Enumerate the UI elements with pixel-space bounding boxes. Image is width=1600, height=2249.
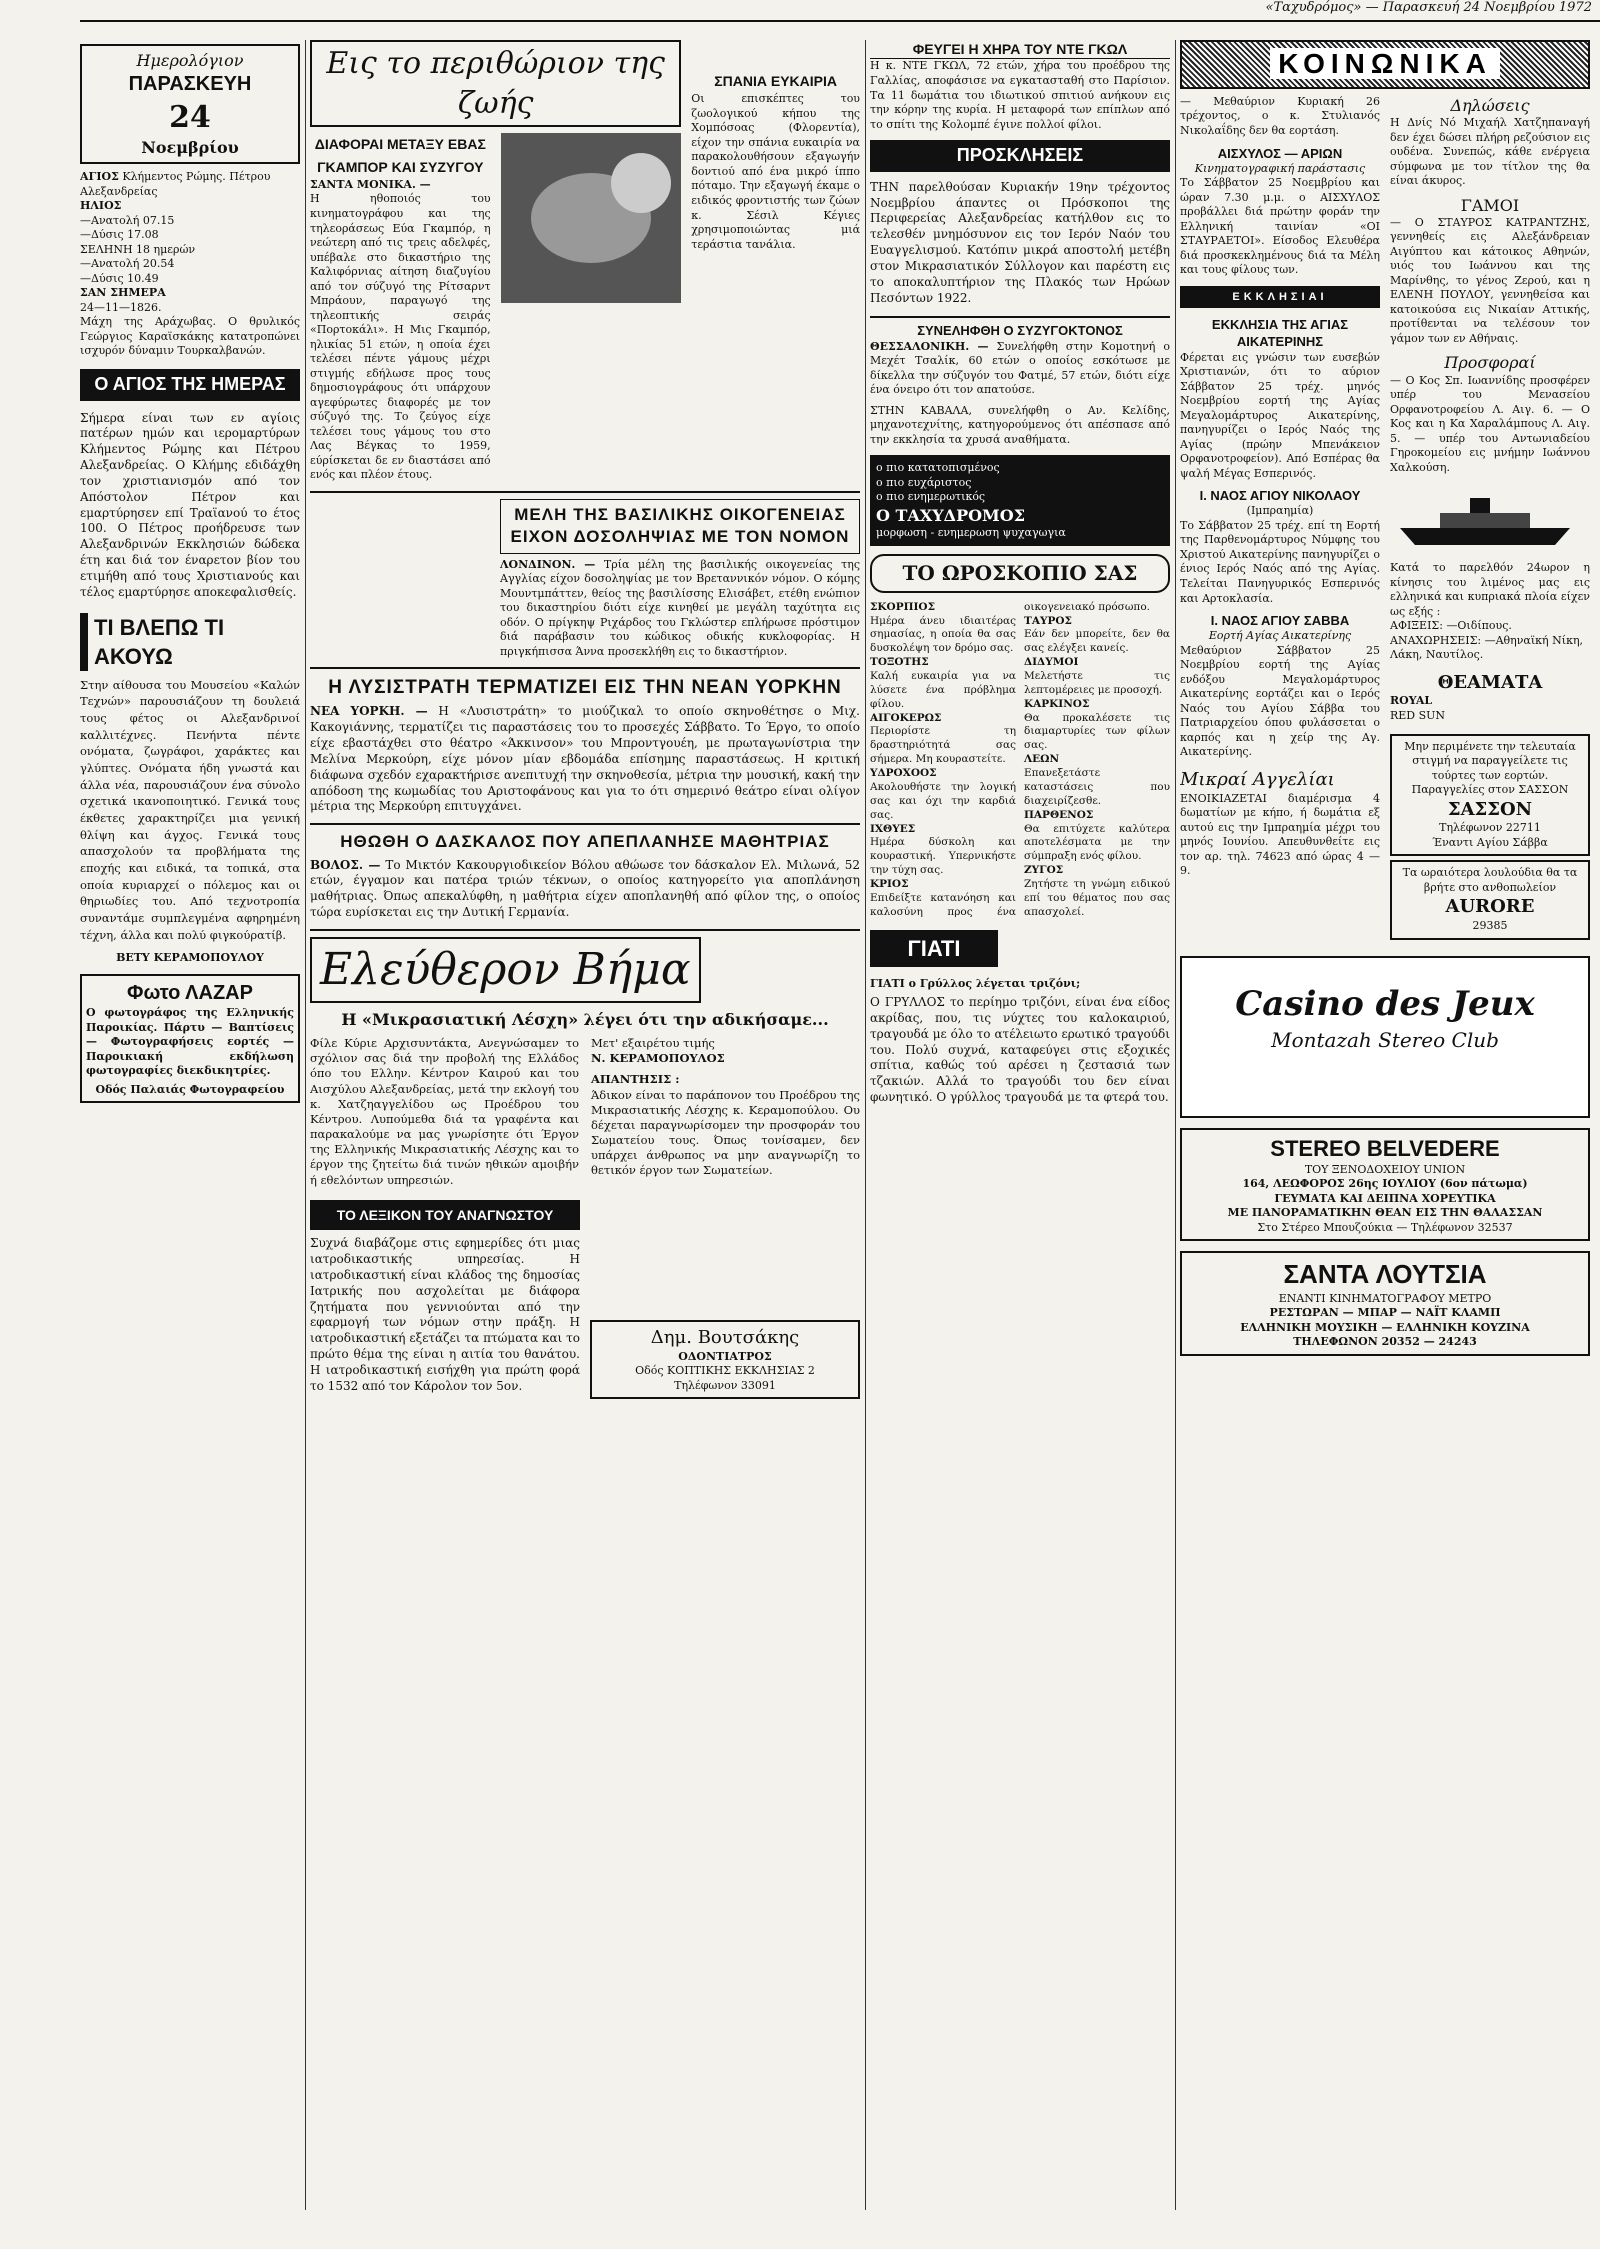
horo-item: ΛΕΩΝ Επανεξετάστε καταστάσεις που διαχειρίζεσθε.: [1024, 753, 1170, 807]
red-sun: RED SUN: [1390, 708, 1446, 722]
photo-hippo: [501, 133, 682, 303]
santa-l1: ΕΝΑΝΤΙ ΚΙΝΗΜΑΤΟΓΡΑΦΟΥ ΜΕΤΡΟ: [1278, 1291, 1492, 1305]
calendar-day: 24: [169, 99, 211, 135]
degaulle-text: Η κ. ΝΤΕ ΓΚΩΛ, 72 ετών, χήρα του προέδρου της Γαλλίας, αποφάσισε να εγκατασταθή στο Παρίσιον. Τα 11 δωμάτια του ιδιωτικού σπιτιού ανήκουν εις την κόρην της κυρία. Η μεταφορά των επίπλων από το σπίτι της Κολομπέ έγινε πολλοί φίλοι.: [870, 59, 1170, 131]
story2-dateline: ΛΟΝΔΙΝΟΝ. —: [500, 557, 596, 571]
royal: ROYAL: [1390, 694, 1433, 708]
dentist-phone: Τηλέφωνον 33091: [674, 1378, 776, 1392]
horoscope-list: [870, 601, 1170, 920]
moonset: —Δύσις 10.49: [80, 271, 159, 285]
calendar-title: Ημερολόγιον: [136, 51, 244, 70]
column-social: [1180, 40, 1590, 2200]
stereo-title: STEREO BELVEDERE: [1270, 1135, 1500, 1161]
calendar-details: [80, 170, 300, 359]
column-main: [310, 40, 860, 2200]
dilosis-text: Η Δνίς Νό Μιχαήλ Χατζηπαναγή δεν έχει δώσει πλήρη ρεζούσιον εις ουδένα. Συνεπώς, κάθε ενέργεια σύμφωνα με τον τίτλον της θα είναι άκυρος.: [1390, 116, 1590, 188]
aurore-phone: 29385: [1472, 919, 1508, 933]
aisxylos-sub: Κινηματογραφική παράστασις: [1194, 161, 1366, 175]
sunset: —Δύσις 17.08: [80, 228, 159, 242]
story4-head: ΗΘΩΘΗ Ο ΔΑΣΚΑΛΟΣ ΠΟΥ ΑΠΕΠΛΑΝΗΣΕ ΜΑΘΗΤΡΙΑΣ: [340, 832, 830, 852]
ti-vlepo-text: Στην αίθουσα του Μουσείου «Καλών Τεχνών» παρουσιάζουν τη δουλειά τους φέτος οι Αλεξανδρινοί καλλιτέχνες. Πενήντα πέντε ονόματα, ζωγράφοι, χαράκτες και γλύπτες. Ονόματα ήδη γνωστά και άλλα νέα, παρουσιάζουν ένα σύνολο σχετικά ικανοποιητικό. Γενικά τους έκθετες χαρακτηρίζει μια γενική θλίψη και άγχος. Γενικά τους απασχολούν τα προβλήματα της εποχής και ειδικά, τα τοπικά, στα οποία κυριαρχεί ο πόλεμος και οι θηριωδίες του. Από τεχνοτροπία συναντάμε συμπλεγμένα αφηρημένη τέχνη, άλλα και πολύ φιγκούρατίβ.: [80, 677, 300, 942]
saint-day-text: Σήμερα είναι των εν αγίοις πατέρων ημών και ιερομαρτύρων Κλήμεντος Ρώμης και Πέτρου Αλεξανδρείας. Ο Κλήμης εδιδάχθη τον χριστιανισμόν από τον Απόστολον Πέτρον και εμαρτύρησεν επί Τραϊανού το έτος 100. Ο Πέτρος προήδρευσε των Αλεξανδρινών Εκκλησιών δώδεκα έτη και διά τον έναρετον βίον του ετιμήθη από τους Χριστιανούς και τέλος εμαρτύρησε αποκεφαλισθείς.: [80, 410, 300, 599]
column-rule: [865, 40, 866, 2210]
history-text: Μάχη της Αράχωβας. Ο θρυλικός Γεώργιος Καραϊσκάκης κατατροπώνει ισχυρόν δύναμιν Τουρκαλβανών.: [80, 315, 300, 358]
horo-item: ΔΙΔΥΜΟΙ Μελετήστε τις λεπτομέρειες με προσοχή.: [1024, 656, 1170, 696]
prosk-text: ΤΗΝ παρελθούσαν Κυριακήν 19ην τρέχοντος Νοεμβρίου άπαντες οι Πρόσκοποι της Περιφερείας Αλεξανδρείας κατήλθον εις το τελεσθέν μνημόσυνον εις τον Ιερόν Ναόν του Ευαγγελισμού. Κατόπιν μικρά αποστολή μετέβη στον Μικρασιατικόν Σύλλογον και παρέστη εις το αποκαλυπτήριον της Πλακός των Ηρώων Πεσόντων 1922.: [870, 179, 1170, 305]
lexikon-title: ΤΟ ΛΕΞΙΚΟΝ ΤΟΥ ΑΝΑΓΝΩΣΤΟΥ: [310, 1200, 580, 1230]
calendar-box: [80, 44, 300, 164]
ekklisiai-title: ΕΚΚΛΗΣΙΑΙ: [1180, 286, 1380, 309]
ship-illustration: [1390, 483, 1590, 553]
aik-head: ΕΚΚΛΗΣΙΑ ΤΗΣ ΑΓΙΑΣ ΑΙΚΑΤΕΡΙΝΗΣ: [1211, 317, 1349, 350]
spania-text: Οι επισκέπτες του ζωολογικού κήπου της Χομπόσοας (Φλορεντία), είχον την σπάνια ευκαιρία να παρακολουθήσουν εξαγωγήν δοντιού από ένα μικρό ίππο πόταμο. Την εξαγωγή έκαμε ο ειδικός φροντιστής των ζώων κ. Σέσιλ Κέγιες χρησιμοποιώντας μιά τεράστια τανάλια.: [691, 92, 860, 251]
sasson-phone: Τηλέφωνον 22711: [1439, 821, 1541, 835]
stereo-l2: 164, ΛΕΩΦΟΡΟΣ 26ης ΙΟΥΛΙΟΥ (6ον πάτωμα): [1242, 1177, 1528, 1191]
nikolaos-sub: (Ιμπραημία): [1246, 504, 1314, 518]
box-line: ο πιο κατατοπισμένος: [876, 461, 1000, 475]
horo-item: ΑΙΓΟΚΕΡΩΣ Περιορίστε τη δραστηριότητά σας σήμερα. Μη κουραστείτε.: [870, 711, 1016, 766]
syneleph-dateline: ΘΕΣΣΑΛΟΝΙΚΗ. —: [870, 339, 989, 353]
stereo-l5: Στο Στέρεο Μπουζούκια — Τηλέφωνον 32537: [1257, 1220, 1513, 1234]
sunrise: —Ανατολή 07.15: [80, 213, 175, 227]
santa-l3: ΕΛΛΗΝΙΚΗ ΜΟΥΣΙΚΗ — ΕΛΛΗΝΙΚΗ ΚΟΥΖΙΝΑ: [1240, 1320, 1530, 1334]
lexikon-text: Συχνά διαβάζομε στις εφημερίδες ότι μιας ιατροδικαστικής υπηρεσίας. Η ιατροδικαστική είναι κλάδος της δημοσίας Ιατρικής που ασχολείται με διάφορα ζητήματα που γεννιούνται από την εφαρμογή των νόμων στην πράξη. Η ιατροδικαστική εξετάζει τα πτώματα και το πρώτο θέμα της είναι η αιτία του θανάτου. Η ιατροδικαστική εισήχθη για πρώτη φορά το 1532 από τον Κάρολον τον 5ον.: [310, 1236, 580, 1393]
horo-item: ΖΥΓΟΣ Ζητήστε τη γνώμη ειδικού επί του θέματος που σας απασχολεί.: [1024, 864, 1170, 918]
column-rule: [1175, 40, 1176, 2210]
sun-label: ΗΛΙΟΣ: [80, 199, 122, 213]
santa-l4: ΤΗΛΕΦΩΝΟΝ 20352 — 24243: [1293, 1335, 1477, 1349]
dentist-name: Δημ. Βουτσάκης: [650, 1326, 800, 1348]
lazar-text: Ο φωτογράφος της Ελληνικής Παροικίας. Πάρτυ — Βαπτίσεις — Φωτογραφήσεις εορτές — Παροικιακή εκδήλωση φωτογραφίες διεκδικητρίες.: [86, 1006, 294, 1078]
dilosis-title: Δηλώσεις: [1450, 95, 1530, 115]
stereo-l3: ΓΕΥΜΑΤΑ ΚΑΙ ΔΕΙΠΝΑ ΧΟΡΕΥΤΙΚΑ: [1274, 1191, 1496, 1205]
prosk-title: ΠΡΟΣΚΛΗΣΕΙΣ: [870, 140, 1170, 172]
horo-item: ΙΧΘΥΕΣ Ημέρα δύσκολη και κουραστική. Υπερνικήστε την τύχη σας.: [870, 822, 1016, 877]
casino-title: Casino des Jeux: [1235, 983, 1535, 1024]
column-news: [870, 40, 1170, 2200]
horo-title: ΤΟ ΩΡΟΣΚΟΠΙΟ ΣΑΣ: [870, 554, 1170, 592]
aurore-ad: [1390, 860, 1590, 939]
sasson-text: Μην περιμένετε την τελευταία στιγμή να παραγγείλετε τις τούρτες των εορτών. Παραγγελίες στον ΣΑΣΣΟΝ: [1404, 739, 1576, 797]
story2-head: ΜΕΛΗ ΤΗΣ ΒΑΣΙΛΙΚΗΣ ΟΙΚΟΓΕΝΕΙΑΣ ΕΙΧΟΝ ΔΟΣΟΛΗΨΙΑΣ ΜΕ ΤΟΝ ΝΟΜΟΝ: [500, 499, 860, 554]
santa-l2: ΡΕΣΤΩΡΑΝ — ΜΠΑΡ — ΝΑΪΤ ΚΛΑΜΠ: [1269, 1306, 1501, 1320]
giati-q: ΓΙΑΤΙ ο Γρύλλος λέγεται τριζόνι;: [870, 976, 1081, 990]
ti-vlepo-title: ΤΙ ΒΛΕΠΩ ΤΙ ΑΚΟΥΩ: [80, 613, 300, 671]
sasson-ad: [1390, 734, 1590, 857]
answer-label: ΑΠΑΝΤΗΣΙΣ :: [591, 1072, 680, 1087]
dentist-addr: Οδός ΚΟΠΤΙΚΗΣ ΕΚΚΛΗΣΙΑΣ 2: [635, 1364, 815, 1378]
sasson-addr: Έναντι Αγίου Σάββα: [1432, 835, 1548, 849]
page-date: «Ταχυδρόμος» — Παρασκευή 24 Νοεμβρίου 1972: [1265, 0, 1592, 15]
saints-label: ΑΓΙΟΣ: [80, 170, 119, 184]
lazar-ad: [80, 974, 300, 1103]
kavala-text: ΣΤΗΝ ΚΑΒΑΛΑ, συνελήφθη ο Αν. Κελίδης, μηχανοτεχνίτης, κατηγορούμενος ότι απέσπασε από την εκκλησία τα χρυσά αναθήματα.: [870, 403, 1170, 446]
box-line: ο πιο ευχάριστος: [876, 475, 972, 489]
gamoi-title: ΓΑΜΟΙ: [1460, 195, 1520, 215]
saints: Κλήμεντος Ρώμης. Πέτρου Αλεξανδρείας: [80, 170, 271, 198]
taxydromos-box: [870, 455, 1170, 546]
horo-item: ΤΟΞΟΤΗΣ Καλή ευκαιρία για να λύσετε ένα πρόβλημα φίλου.: [870, 656, 1016, 710]
vima-text: Φίλε Κύριε Αρχισυντάκτα, Ανεγνώσαμεν το σχόλιον σας διά την προβολή της Ελλάδος όπο του Ελλην. Κέντρον Καιρού και του Αισχύλου Αλεξανδρείας, μετά την εκλογή του κ. Χατζηαγγελίδου ως Προέδρου του Κέντρου. Λυπούμεθα διά τα γραφέντα και παρακαλούμε να μας γνωρίσητε ότι Έργον της Ελληνικής Μικρασιατικής Λέσχης και το έργον της ζητείτω διά τινών ηθικών αμοιβήν ή εθελόντων υπηρεσιών.: [310, 1036, 579, 1187]
vima-sign-label: Μετ' εξαιρέτου τιμής: [591, 1036, 715, 1051]
box-sub: μορφωση - ενημερωση ψυχαγωγια: [876, 525, 1066, 539]
degaulle-head: ΦΕΥΓΕΙ Η ΧΗΡΑ ΤΟΥ ΝΤΕ ΓΚΩΛ: [870, 40, 1170, 59]
saint-day-title: Ο ΑΓΙΟΣ ΤΗΣ ΗΜΕΡΑΣ: [80, 369, 300, 401]
story1-text: Η ηθοποιός του κινηματογράφου και της τηλεοράσεως Εύα Γκαμπόρ, η νεώτερη από τις τρεις αδελφές, υπέβαλε στο δικαστήριο της Καλιφόρνιας αίτηση διαζυγίου από τον σύζυγό της Ρίτσαρντ Μπράουν, παραγωγό της τηλεοπτικής σειράς «Πορτοκάλι». Η Μις Γκαμπόρ, ηλικίας 51 ετών, η οποία έχει τελέσει πέντε γάμους μέχρι στιγμής εδήλωσε προς τους δημοσιογράφους ότι υπάρχουν αγεφύρωτες διαφορές με τον σύζυγό της. Το ζεύγος είχε τελέσει τους γάμους του στο Λας Βέγκας το 1959, εύρίσκεται δε εν διαστάσει από ενός και πλέον έτους.: [310, 192, 491, 482]
horo-item: ΚΑΡΚΙΝΟΣ Θα προκαλέσετε τις διαμαρτυρίες των φίλων σας.: [1024, 697, 1170, 752]
vima-title: Ελεύθερον Βήμα: [310, 937, 701, 1003]
story3-head: Η ΛΥΣΙΣΤΡΑΤΗ ΤΕΡΜΑΤΙΖΕΙ ΕΙΣ ΤΗΝ ΝΕΑΝ ΥΟΡΚΗΝ: [328, 677, 842, 699]
story3-dateline: ΝΕΑ ΥΟΡΚΗ. —: [310, 704, 428, 719]
nikolaos-head: Ι. ΝΑΟΣ ΑΓΙΟΥ ΝΙΚΟΛΑΟΥ: [1199, 488, 1361, 504]
aurore-name: AURORE: [1445, 896, 1535, 918]
story1-head: ΔΙΑΦΟΡΑΙ ΜΕΤΑΞΥ ΕΒΑΣ ΓΚΑΜΠΟΡ ΚΑΙ ΣΥΖΥΓΟΥ: [314, 136, 486, 175]
sava-sub: Εορτή Αγίας Αικατερίνης: [1208, 629, 1352, 643]
header-rule: [80, 20, 1600, 22]
moonrise: —Ανατολή 20.54: [80, 257, 175, 271]
box-line: ο πιο ενημερωτικός: [876, 490, 986, 504]
vima-sign: Ν. ΚΕΡΑΜΟΠΟΥΛΟΣ: [591, 1051, 725, 1066]
koinonika-banner: [1180, 40, 1590, 89]
story4-dateline: ΒΟΛΟΣ. —: [310, 857, 381, 872]
horo-item: ΤΑΥΡΟΣ Εάν δεν μπορείτε, δεν θα σας ελέγξει κανείς.: [1024, 614, 1170, 655]
stereo-l1: ΤΟΥ ΞΕΝΟΔΟΧΕΙΟΥ UNION: [1304, 1162, 1466, 1176]
sava-head: Ι. ΝΑΟΣ ΑΓΙΟΥ ΣΑΒΒΑ: [1210, 613, 1350, 629]
story1-dateline: ΣΑΝΤΑ ΜΟΝΙΚΑ. —: [310, 177, 431, 191]
horo-item: ΥΔΡΟΧΟΟΣ Ακολουθήστε την λογική σας και όχι την καρδιά σας.: [870, 767, 1016, 821]
stereo-l4: ΜΕ ΠΑΝΟΡΑΜΑΤΙΚΗΝ ΘΕΑΝ ΕΙΣ ΤΗΝ ΘΑΛΑΣΣΑΝ: [1227, 1206, 1543, 1220]
author: ΒΕΤΥ ΚΕΡΑΜΟΠΟΥΛΟΥ: [116, 951, 264, 965]
ships-text: Κατά το παρελθόν 24ωρον η κίνησις του λιμένος μας εις ελληνικά και κυπριακά πλοία είχεν ως εξής :: [1390, 561, 1590, 618]
story3-text: Η «Λυσιστράτη» το μιούζικαλ το οποίο σκηνοθέτησε ο Μιχ. Κακογιάννης, τερματίζει τις παραστάσεις του το προσεχές Σάββατο. Το Έργο, το οποίο είχε εβαστάχθει στο θέατρο «Άκκινσον» του Μπροντγουέη, με πρωταγωνίστρια την Μελίνα Μερκούρη, είχε μόνον μίαν εβδομάδα επίσημης παραστάσεως. Η κριτική διάφωνα σχεδόν εχαρακτήρισε ανεπιτυχή την σκηνοθεσία, μέτρια την μουσική, κακή την απόδοση της κωμωδίας του Αριστοφάνους και για το ότι σημερινό θεάτρο είναι ολίγον μέτρια της Μερκούρη επιτυγχάνει.: [310, 704, 860, 814]
casino-ad: [1180, 956, 1590, 1118]
afixeis: ΑΦΙΞΕΙΣ: —Οιδίπους.: [1390, 619, 1512, 633]
anaxoriseis: ΑΝΑΧΩΡΗΣΕΙΣ: —Αθηναϊκή Νίκη, Λάκη, Ναυτίλος.: [1390, 633, 1584, 662]
moon: ΣΕΛΗΝΗ 18 ημερών: [80, 242, 196, 256]
mikrai-title: Μικραί Αγγελίαι: [1180, 768, 1335, 790]
sasson-name: ΣΑΣΣΟΝ: [1447, 798, 1533, 820]
calendar-weekday: ΠΑΡΑΣΚΕΥΗ: [128, 73, 252, 96]
santa-title: ΣΑΝΤΑ ΛΟΥΤΣΙΑ: [1283, 1259, 1487, 1290]
syneleph-text: Συνελήφθη στην Κομοτηνή ο Μεχέτ Τσαλίκ, 60 ετών ο οποίος εσκότωσε με δίκελλα την σύζυγόν του Φατμέ, 57 ετών, διότι είχε ένα όνειρο ότι τον απατούσε.: [870, 339, 1170, 397]
page-header: [0, 0, 1600, 38]
answer-text: Άδικον είναι το παράπονον του Προέδρου της Μικρασιατικής Λέσχης κ. Κεραμοπούλου. Ου δέχεται παραγνωρίσομεν την προσφοράν του Σωματείου τους. Όπως τονίσαμεν, δεν υπάρχει άνθρωπος να μην αναγνωρίζη το θετικόν έργον των Σωματείων.: [591, 1087, 860, 1178]
calendar-month: Νοεμβρίου: [141, 138, 239, 158]
story4-text: Το Μικτόν Κακουργιοδικείον Βόλου αθώωσε τον δάσκαλον Ελ. Μιλωνά, 52 ετών, έγγαμον και πατέρα τριών τέκνων, ο οποίος κατηγορείτο για αποπλάνηση μαθήτριας. Όπως απεκαλύφθη, η μαθήτρια είχεν αποπλανηθή από φίλον της, ο οποίος τώρα ευρίσκεται εις την Δυτική Γερμανία.: [310, 857, 860, 920]
aik-text: Φέρεται εις γνώσιν των ευσεβών Χριστιανών, ότι το αύριον Σάββατον 25 τρέχ. μηνός Νοεμβρίου εορτή της Αγίας Μεγαλομάρτυρος Αικατερίνης, πανηγυρίζει ο Ιερός Ναός της Αγίας (πρώην Μπενάκειον Ορφανοτροφείον). Από Εσπέρας θα ψαλή Μέγας Εσπερινός.: [1180, 350, 1380, 480]
casino-sub: Montazah Stereo Club: [1271, 1027, 1499, 1052]
story2-text: Τρία μέλη της βασιλικής οικογενείας της Αγγλίας είχον δοσοληψίας με τον Βρεταννικόν νόμον. Ο κόμης Μουντμπάττεν, θείος της βασιλίσσης Ελισάβετ, ετέθη ενώπιον του δικαστηρίου διότι είχε κινηθεί με μεγάλη ταχύτητα εις οδόν. Ο πρίγκηψ Ριχάρδος του Γκλώστερ επλήρωσε πρόστιμον διά παράβασιν του κώδικος οδικής κυκλοφορίας. Η πριγκήπισσα Άννα προσεκλήθη εις το δικαστήριον.: [500, 557, 860, 658]
dentist-role: ΟΔΟΝΤΙΑΤΡΟΣ: [678, 1349, 772, 1363]
prosforai-title: Προσφοραί: [1444, 353, 1536, 373]
aisxylos-head: ΑΙΣΧΥΛΟΣ — ΑΡΙΩΝ: [1217, 145, 1343, 161]
santa-ad: [1180, 1251, 1590, 1355]
history-date: 24—11—1826.: [80, 300, 162, 314]
horo-item: ΠΑΡΘΕΝΟΣ Θα επιτύχετε καλύτερα αποτελέσματα με την σύμπραξη ενός φίλου.: [1024, 808, 1170, 863]
giati-text: Ο ΓΡΥΛΛΟΣ το περίημο τριζόνι, είναι ένα είδος ακρίδας, που, τις νύχτες του καλοκαιριού, τραγουδά με όλο το ατέλειωτο ερωτικό τραγούδι του. Πολύ συχνά, καταφεύγει στις εξοχικές σπίτια, καθώς τού αρέσει η ζεστασιά των τζακιών. Αλλά το τραγούδι του δεν είναι φωνητικό. Ο γρύλλος τραγουδά με τα φτερά του.: [870, 995, 1170, 1105]
prosforai-text: — Ο Κος Σπ. Ιωαννίδης προσφέρεν υπέρ του Μενασείου Ορφανοτροφείου Λ. Αιγ. 6. — Ο Κος και η Κα Χαραλάμπους Λ. Αιγ. 5. — υπέρ του Αντωνιαδείου Γηροκομείου εις μνήμην Ιωάννου Χαλκούση.: [1390, 373, 1590, 474]
today-label: ΣΑΝ ΣΗΜΕΡΑ: [80, 286, 166, 300]
stereo-ad: [1180, 1128, 1590, 1242]
lazar-title: Φωτο ΛΑΖΑΡ: [127, 981, 253, 1004]
spania-head: ΣΠΑΝΙΑ ΕΥΚΑΙΡΙΑ: [714, 73, 837, 89]
theamata-title: ΘΕΑΜΑΤΑ: [1437, 671, 1543, 693]
koinonika-title: ΚΟΙΝΩΝΙΚΑ: [1270, 48, 1500, 79]
mikrai-text: ΕΝΟΙΚΙΑΖΕΤΑΙ διαμέρισμα 4 δωματίων με κήπο, ή δωμάτια εξ αυτού εις την Ιμπραημία μέχρι του μηνός Ιουνίου. Απευθυνθείτε εις τον αρ. τηλ. 74623 από ώρας 4 — 9.: [1180, 791, 1380, 878]
giati-title: ΓΙΑΤΙ: [870, 930, 998, 967]
box-name: Ο ΤΑΧΥΔΡΟΜΟΣ: [876, 505, 1026, 525]
syneleph-head: ΣΥΝΕΛΗΦΘΗ Ο ΣΥΖΥΓΟΚΤΟΝΟΣ: [870, 316, 1170, 339]
column-calendar: [80, 40, 300, 2200]
column-rule: [305, 40, 306, 2210]
vima-head: Η «Μικρασιατική Λέσχη» λέγει ότι την αδικήσαμε...: [341, 1009, 829, 1029]
lazar-addr: Οδός Παλαιάς Φωτογραφείου: [95, 1082, 285, 1096]
gamoi-text: — Ο ΣΤΑΥΡΟΣ ΚΑΤΡΑΝΤΖΗΣ, γεννηθείς εις Αλεξάνδρειαν Αιγύπτου και κάτοικος Αθηνών, υιός του Ιωάννου και της Μαρίνθης, το γένος Ζερού, και η ΕΛΕΝΗ ΠΟΥΛΟΥ, γεννηθείσα και κατοικούσα εις Νικαίαν Αττικής, προτίθενται να τελέσουν τον γάμον των εν Αθήναις.: [1390, 215, 1590, 345]
masthead: Εις το περιθώριον της ζωής: [310, 40, 681, 127]
mevdurion: — Μεθαύριον Κυριακή 26 τρέχοντος, ο κ. Στυλιανός Νικολαΐδης δεν θα εορτάση.: [1180, 94, 1380, 137]
aurore-text: Τα ωραιότερα λουλούδια θα τα βρήτε στο ανθοπωλείον: [1402, 866, 1578, 894]
sava-text: Μεθαύριον Σάββατον 25 Νοεμβρίου εορτή της Αγίας ενδόξου Μεγαλομάρτυρος Αικατερίνης εορτάζει και ο Ιερός Ναός του Αγίου Σάββα του Πατριαρχείου όπου φυλάσσεται ο καρπός και η χείρ της Αγ. Αικατερίνης.: [1180, 643, 1380, 759]
nikolaos-text: Το Σάββατον 25 τρέχ. επί τη Εορτή της Παρθενομάρτυρος Νύμφης του Χριστού Αικατερίνης πανηγυρίζει ο ένιος Ιερός Ναός από της Αγίας. Τελείται Πανηγυρικός Εσπερινός και Αρτοκλασία.: [1180, 518, 1380, 605]
horo-item: ΚΡΙΟΣ Επιδείξτε κατανόηση και καλοσύνη προς ένα οικογενειακό πρόσωπο.: [870, 600, 1150, 918]
dentist-ad: [590, 1320, 860, 1399]
horo-item: ΣΚΟΡΠΙΟΣ Ημέρα άνευ ιδιαιτέρας σημασίας, η οποία θα σας δυσκολέψη τον δρόμο σας.: [870, 600, 1016, 655]
aisxylos-text: Το Σάββατον 25 Νοεμβρίου και ώραν 7.30 μ.μ. ο ΑΙΣΧΥΛΟΣ προβάλλει διά πρώτην φοράν την Ελληνική ταινίαν «ΟΙ ΣΤΑΥΡΑΕΤΟΙ». Είσοδος Ελευθέρα διά προσκεκλημένους διά τα Μέλη και τους φίλους των.: [1180, 176, 1380, 277]
